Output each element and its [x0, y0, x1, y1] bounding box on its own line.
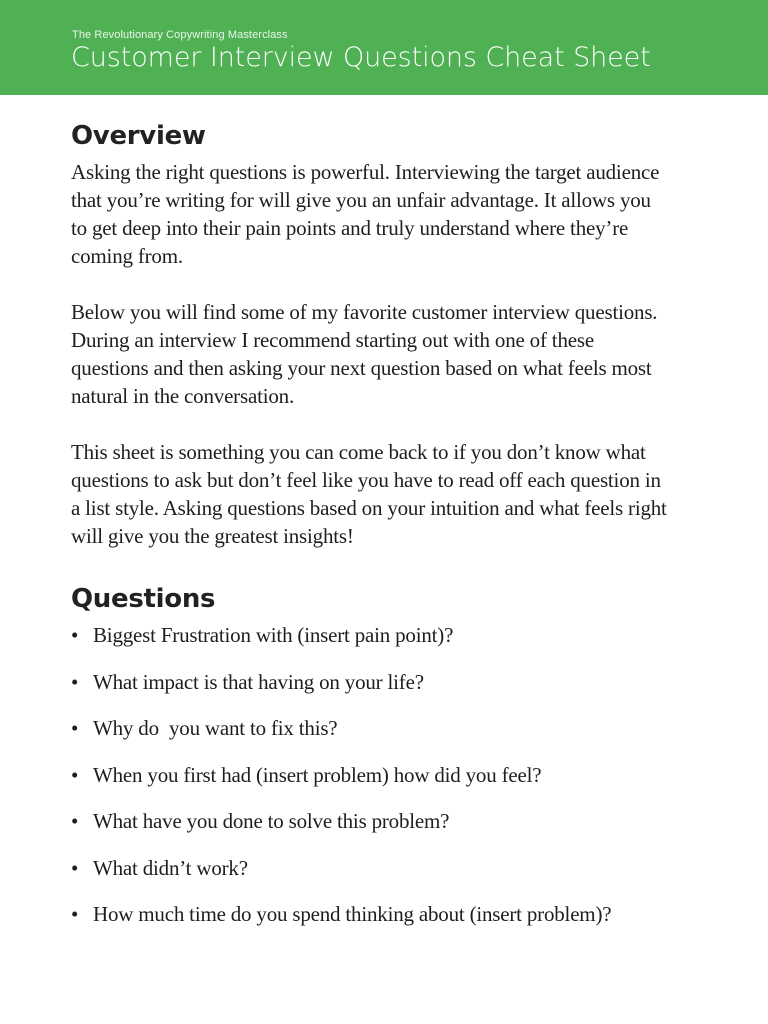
question-text: When you first had (insert problem) how did you feel? — [93, 762, 542, 787]
bullet-icon: • — [71, 855, 79, 880]
page-title: Customer Interview Questions Cheat Sheet — [71, 42, 651, 73]
overview-paragraph-2: Below you will find some of my favorite customer interview questions. During an interview I recommend starting out with one of these questions and then asking your next question based on what feels most natural in the conversation. — [71, 300, 658, 408]
question-item — [71, 761, 671, 789]
question-item — [71, 854, 671, 882]
question-item — [71, 714, 671, 742]
questions-heading: Questions — [71, 584, 216, 614]
overview-heading: Overview — [71, 121, 206, 151]
question-text: What didn’t work? — [93, 855, 248, 880]
bullet-icon: • — [71, 669, 79, 694]
questions-list — [71, 621, 671, 928]
bullet-icon: • — [71, 623, 79, 647]
overview-paragraph-1: Asking the right questions is powerful. Interviewing the target audience that you’re writing for will give you an unfair advantage. It allows you to get deep into their pain points and truly understand where they’re coming from. — [71, 160, 660, 268]
question-text: Why do you want to fix this? — [93, 716, 338, 740]
bullet-icon: • — [71, 762, 79, 787]
question-item — [71, 621, 671, 649]
question-item — [71, 668, 671, 696]
question-text: Biggest Frustration with (insert pain point)? — [93, 623, 454, 647]
question-text: What impact is that having on your life? — [93, 669, 424, 694]
question-item — [71, 807, 671, 835]
question-text: How much time do you spend thinking about (insert problem)? — [93, 902, 612, 926]
course-name: The Revolutionary Copywriting Masterclass — [72, 29, 288, 41]
bullet-icon: • — [71, 716, 79, 740]
question-item — [71, 900, 671, 928]
bullet-icon: • — [71, 809, 79, 833]
header-banner — [0, 0, 768, 95]
question-text: What have you done to solve this problem? — [93, 809, 450, 833]
overview-paragraph-3: This sheet is something you can come back to if you don’t know what questions to ask but don’t feel like you have to read off each question in a list style. Asking questions based on your intuition and what feels right will give you the greatest insights! — [71, 440, 667, 548]
bullet-icon: • — [71, 902, 79, 926]
document-body — [71, 116, 671, 947]
